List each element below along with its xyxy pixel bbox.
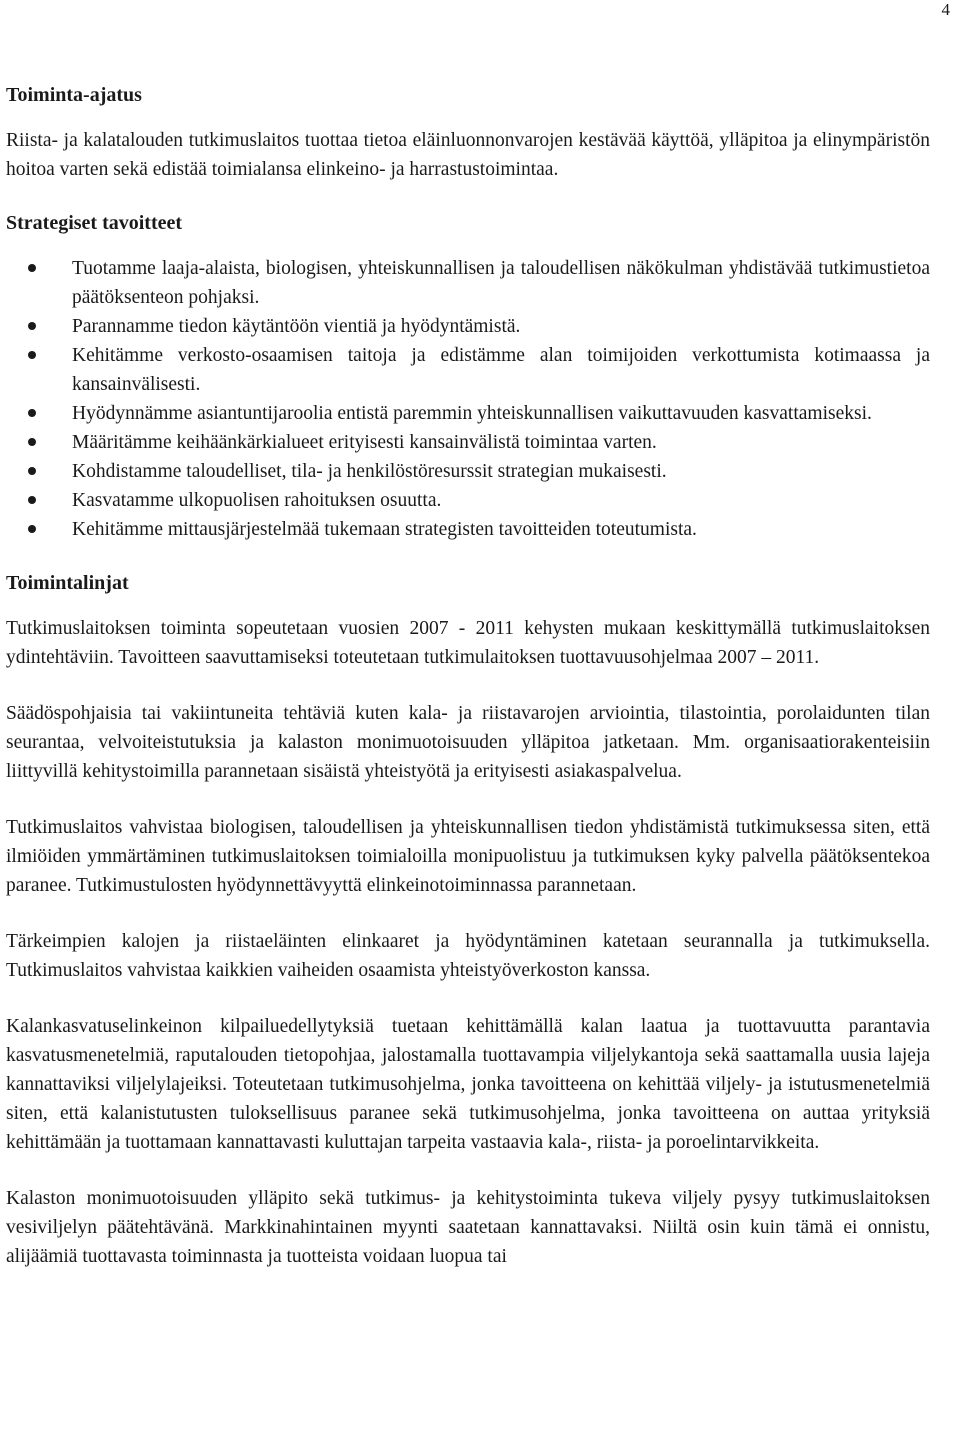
list-item: Kohdistamme taloudelliset, tila- ja henkilöstöresurssit strategian mukaisesti. [6, 457, 930, 486]
list-item: Kasvatamme ulkopuolisen rahoituksen osuutta. [6, 486, 930, 515]
strategiset-list [6, 254, 930, 544]
paragraph: Tutkimuslaitos vahvistaa biologisen, taloudellisen ja yhteiskunnallisen tiedon yhdistämistä tutkimuksessa siten, että ilmiöiden ymmärtäminen tutkimuslaitoksen toimialoilla monipuolistuu ja tutkimuksen kyky palvella päätöksentekoa paranee. Tutkimustulosten hyödynnettävyyttä elinkeinotoiminnassa parannetaan. [6, 817, 930, 896]
heading-toiminta-ajatus: Toiminta-ajatus [6, 84, 142, 106]
paragraph: Kalaston monimuotoisuuden ylläpito sekä tutkimus- ja kehitystoiminta tukeva viljely pysyy tutkimuslaitoksen vesiviljelyn päätehtävänä. Markkinahintainen myynti saatetaan kannattavaksi. Niiltä osin kuin tämä ei onnistu, alijäämiä tuottavasta toiminnasta ja tuotteista voidaan luopua tai [6, 1188, 930, 1267]
list-item: Kehitämme verkosto-osaamisen taitoja ja edistämme alan toimijoiden verkottumista kotimaassa ja kansainvälisesti. [6, 341, 930, 399]
document-body [6, 80, 930, 1271]
heading-strategiset-tavoitteet: Strategiset tavoitteet [6, 212, 183, 234]
paragraph: Tutkimuslaitoksen toiminta sopeutetaan vuosien 2007 - 2011 kehysten mukaan keskittymällä tutkimuslaitoksen ydintehtäviin. Tavoitteen saavuttamiseksi toteutetaan tutkimulaitoksen tuottavuusohjelmaa 2007 – 2011. [6, 618, 930, 668]
list-item: Hyödynnämme asiantuntijaroolia entistä paremmin yhteiskunnallisen vaikuttavuuden kasvattamiseksi. [6, 399, 930, 428]
heading-toimintalinjat: Toimintalinjat [6, 572, 129, 594]
list-item: Parannamme tiedon käytäntöön vientiä ja hyödyntämistä. [6, 312, 930, 341]
paragraph-toiminta-ajatus: Riista- ja kalatalouden tutkimuslaitos tuottaa tietoa eläinluonnonvarojen kestävää käyttöä, ylläpitoa ja elinympäristön hoitoa varten sekä edistää toimialansa elinkeino- ja harrastustoimintaa. [6, 130, 930, 180]
page-number: 4 [941, 0, 950, 19]
list-item: Määritämme keihäänkärkialueet erityisesti kansainvälistä toimintaa varten. [6, 428, 930, 457]
paragraph: Säädöspohjaisia tai vakiintuneita tehtäviä kuten kala- ja riistavarojen arviointia, tilastointia, porolaidunten tilan seurantaa, velvoiteistutuksia ja kalaston monimuotoisuuden ylläpitoa jatketaan. Mm. organisaatiorakenteisiin liittyvillä kehitystoimilla parannetaan sisäistä yhteistyötä ja erityisesti asiakaspalvelua. [6, 703, 930, 782]
paragraph: Tärkeimpien kalojen ja riistaeläinten elinkaaret ja hyödyntäminen katetaan seurannalla ja tutkimuksella. Tutkimuslaitos vahvistaa kaikkien vaiheiden osaamista yhteistyöverkoston kanssa. [6, 931, 930, 981]
list-item: Kehitämme mittausjärjestelmää tukemaan strategisten tavoitteiden toteutumista. [6, 515, 930, 544]
paragraph: Kalankasvatuselinkeinon kilpailuedellytyksiä tuetaan kehittämällä kalan laatua ja tuottavuutta parantavia kasvatusmenetelmiä, raputalouden tietopohjaa, jalostamalla tuottavampia viljelykantoja sekä saattamalla uusia lajeja kannattaviksi viljelylajeiksi. Toteutetaan tutkimusohjelma, jonka tavoitteena on kehittää viljely- ja istutusmenetelmiä siten, että kalanistutusten tuloksellisuus paranee sekä tutkimusohjelma, jonka tavoitteena on auttaa yrityksiä kehittämään ja tuottamaan kannattavasti kuluttajan tarpeita vastaavia kala-, riista- ja poroelintarvikkeita. [6, 1016, 930, 1153]
list-item: Tuotamme laaja-alaista, biologisen, yhteiskunnallisen ja taloudellisen näkökulman yhdistävää tutkimustietoa päätöksenteon pohjaksi. [6, 254, 930, 312]
